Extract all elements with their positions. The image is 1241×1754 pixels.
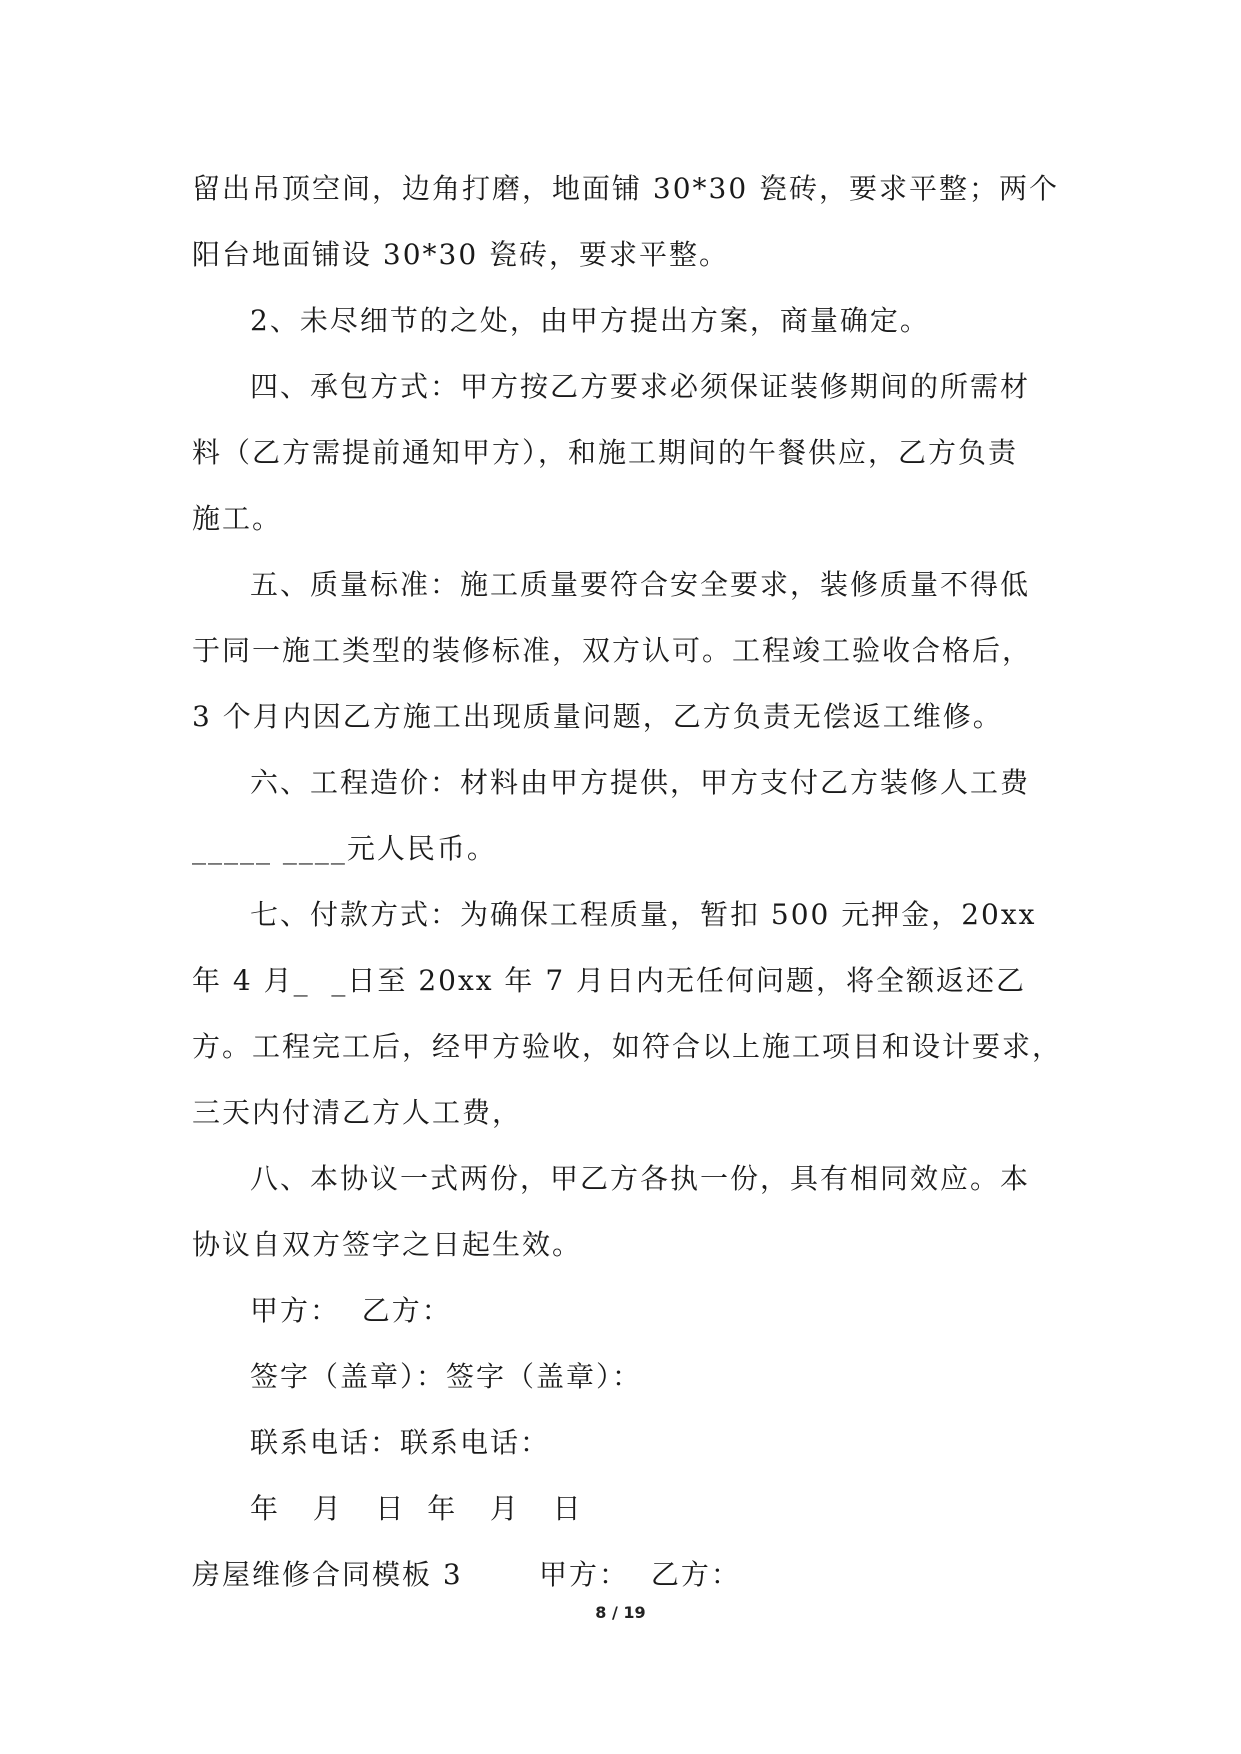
contact-phone-line: 联系电话：联系电话： [250, 1426, 551, 1459]
document-body [192, 156, 1063, 1608]
body-line: 于同一施工类型的装修标准，双方认可。工程竣工验收合格后， [192, 634, 1033, 667]
body-line: 协议自双方签字之日起生效。 [192, 1228, 583, 1261]
clause-5-heading-line: 五、质量标准：施工质量要符合安全要求，装修质量不得低 [250, 568, 1031, 601]
signature-parties-line: 甲方： 乙方： [250, 1294, 452, 1327]
body-line: 阳台地面铺设 30*30 瓷砖，要求平整。 [192, 238, 730, 271]
body-line: 施工。 [192, 502, 283, 535]
body-line: 3 个月内因乙方施工出现质量问题，乙方负责无偿返工维修。 [192, 700, 1003, 733]
date-line: 年 月 日 年 月 日 [250, 1492, 583, 1525]
body-line: 年 4 月_ _日至 20xx 年 7 月日内无任何问题，将全额返还乙 [192, 964, 1027, 997]
page-number: 8 / 19 [595, 1603, 646, 1622]
clause-7-heading-line: 七、付款方式：为确保工程质量，暂扣 500 元押金，20xx [250, 898, 1037, 931]
clause-4-heading-line: 四、承包方式：甲方按乙方要求必须保证装修期间的所需材 [250, 370, 1031, 403]
body-line: 三天内付清乙方人工费， [192, 1096, 523, 1129]
clause-6-heading-line: 六、工程造价：材料由甲方提供，甲方支付乙方装修人工费 [250, 766, 1031, 799]
clause-8-heading-line: 八、本协议一式两份，甲乙方各执一份，具有相同效应。本 [250, 1162, 1031, 1195]
next-template-title-line: 房屋维修合同模板 3 甲方： 乙方： [192, 1558, 741, 1591]
body-line: 料（乙方需提前通知甲方），和施工期间的午餐供应，乙方负责 [192, 436, 1019, 469]
body-line: 留出吊顶空间，边角打磨，地面铺 30*30 瓷砖，要求平整；两个 [192, 172, 1060, 205]
signature-seal-line: 签字（盖章）：签字（盖章）： [250, 1360, 643, 1393]
body-line: 2、未尽细节的之处，由甲方提出方案，商量确定。 [250, 304, 930, 337]
body-line: _____ ____元人民币。 [192, 832, 497, 865]
body-line: 方。工程完工后，经甲方验收，如符合以上施工项目和设计要求， [192, 1030, 1063, 1063]
